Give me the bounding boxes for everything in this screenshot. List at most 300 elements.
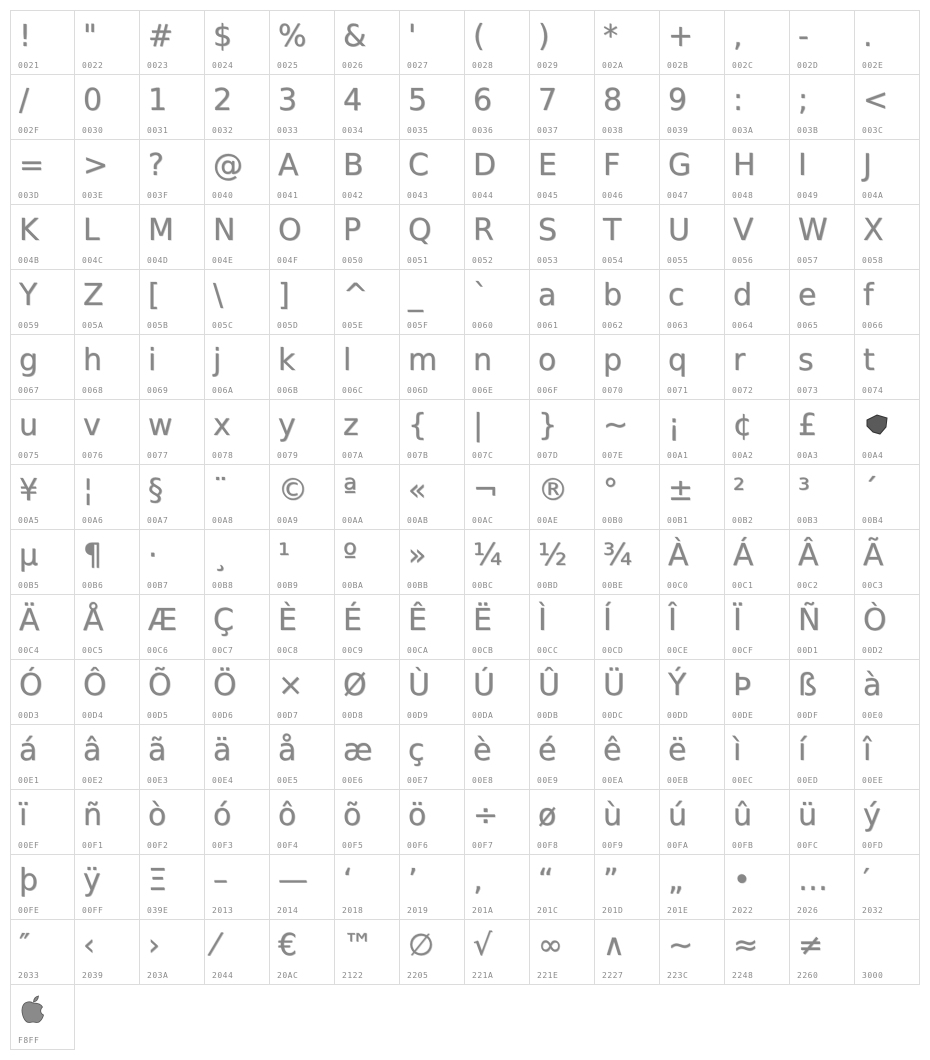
- glyph-cell: [270, 530, 335, 595]
- glyph-char: ‚: [473, 863, 483, 898]
- glyph-char: Ù: [408, 668, 430, 703]
- glyph-code-label: 00C3: [862, 581, 884, 590]
- glyph-char: E: [538, 148, 557, 183]
- glyph-code-label: 00B2: [732, 516, 754, 525]
- glyph-code-label: 2022: [732, 906, 754, 915]
- glyph-cell: [75, 10, 140, 75]
- glyph-cell: [75, 530, 140, 595]
- glyph-char: ö: [408, 798, 427, 833]
- glyph-code-label: 0044: [472, 191, 494, 200]
- glyph-cell: [790, 855, 855, 920]
- glyph-char: *: [603, 19, 618, 54]
- glyph-char: 1: [148, 83, 168, 118]
- glyph-cell: [10, 920, 75, 985]
- glyph-cell: [465, 400, 530, 465]
- glyph-cell: [140, 530, 205, 595]
- glyph-char: G: [668, 148, 692, 183]
- glyph-char: (: [473, 19, 485, 54]
- glyph-code-label: 00D3: [18, 711, 40, 720]
- glyph-char: Y: [19, 278, 38, 313]
- glyph-char: W: [798, 213, 828, 248]
- glyph-cell: [660, 790, 725, 855]
- glyph-code-label: 00DD: [667, 711, 689, 720]
- glyph-code-label: 201E: [667, 906, 689, 915]
- glyph-cell: [335, 140, 400, 205]
- glyph-cell: [335, 920, 400, 985]
- glyph-char: ∅: [408, 928, 435, 963]
- glyph-code-label: 002E: [862, 61, 884, 70]
- glyph-cell: [530, 530, 595, 595]
- glyph-cell: [270, 400, 335, 465]
- glyph-cell: [10, 10, 75, 75]
- glyph-code-label: 0046: [602, 191, 624, 200]
- glyph-char: √: [473, 928, 493, 963]
- glyph-cell: [855, 660, 920, 725]
- glyph-char: Ü: [603, 668, 625, 703]
- glyph-code-label: 0035: [407, 126, 429, 135]
- glyph-char: %: [278, 19, 307, 54]
- glyph-cell: [660, 75, 725, 140]
- glyph-code-label: 003B: [797, 126, 819, 135]
- glyph-cell: [270, 790, 335, 855]
- glyph-char: ½: [538, 538, 568, 573]
- glyph-char: ú: [668, 798, 688, 833]
- glyph-code-label: 00A1: [667, 451, 689, 460]
- glyph-code-label: 00EC: [732, 776, 754, 785]
- glyph-cell: [75, 400, 140, 465]
- glyph-char: ù: [603, 798, 623, 833]
- glyph-code-label: 201D: [602, 906, 624, 915]
- glyph-code-label: 0027: [407, 61, 429, 70]
- glyph-cell: [140, 660, 205, 725]
- glyph-cell: [205, 855, 270, 920]
- glyph-char: Å: [83, 603, 104, 638]
- glyph-code-label: 00C2: [797, 581, 819, 590]
- glyph-code-label: 00D6: [212, 711, 234, 720]
- glyph-code-label: 00F9: [602, 841, 624, 850]
- glyph-cell: [530, 75, 595, 140]
- glyph-cell: [465, 595, 530, 660]
- glyph-char: “: [538, 863, 554, 898]
- glyph-cell: [335, 75, 400, 140]
- glyph-char: R: [473, 213, 494, 248]
- glyph-code-label: 0073: [797, 386, 819, 395]
- glyph-cell: [75, 855, 140, 920]
- glyph-cell: [75, 920, 140, 985]
- glyph-char: ⁄: [213, 928, 219, 963]
- glyph-cell: [205, 465, 270, 530]
- glyph-char: ¼: [473, 538, 503, 573]
- glyph-cell: [855, 270, 920, 335]
- glyph-code-label: 0045: [537, 191, 559, 200]
- glyph-char: ¶: [83, 538, 103, 573]
- apple-logo-icon: [19, 993, 47, 1025]
- glyph-cell: [10, 465, 75, 530]
- glyph-char: Ã: [863, 538, 884, 573]
- glyph-cell: [140, 790, 205, 855]
- glyph-char: ‹: [83, 928, 95, 963]
- glyph-char: Ç: [213, 603, 234, 638]
- glyph-cell: [10, 75, 75, 140]
- glyph-cell: [725, 595, 790, 660]
- glyph-cell: [660, 725, 725, 790]
- glyph-char: @: [213, 148, 243, 183]
- glyph-cell: [205, 595, 270, 660]
- glyph-char: Õ: [148, 668, 172, 703]
- glyph-char: º: [343, 538, 358, 573]
- glyph-cell: [595, 725, 660, 790]
- glyph-char: Q: [408, 213, 432, 248]
- glyph-cell: [790, 75, 855, 140]
- glyph-code-label: 00F8: [537, 841, 559, 850]
- glyph-cell: [335, 790, 400, 855]
- glyph-cell: [855, 595, 920, 660]
- glyph-code-label: 00EF: [18, 841, 40, 850]
- glyph-cell: [465, 725, 530, 790]
- glyph-cell: [205, 335, 270, 400]
- glyph-char: J: [863, 148, 872, 183]
- glyph-code-label: 002D: [797, 61, 819, 70]
- glyph-char: m: [408, 343, 438, 378]
- glyph-cell: [10, 205, 75, 270]
- glyph-code-label: 0056: [732, 256, 754, 265]
- glyph-code-label: 0070: [602, 386, 624, 395]
- glyph-code-label: 00F3: [212, 841, 234, 850]
- glyph-cell: [595, 335, 660, 400]
- glyph-cell: [855, 400, 920, 465]
- glyph-code-label: 2205: [407, 971, 429, 980]
- glyph-cell: [75, 465, 140, 530]
- glyph-char: D: [473, 148, 497, 183]
- glyph-code-label: 221E: [537, 971, 559, 980]
- glyph-char: ¦: [83, 473, 94, 508]
- glyph-code-label: 003D: [18, 191, 40, 200]
- glyph-cell: [790, 140, 855, 205]
- glyph-code-label: 00FF: [82, 906, 104, 915]
- glyph-cell: [595, 660, 660, 725]
- glyph-code-label: 2018: [342, 906, 364, 915]
- glyph-cell: [75, 140, 140, 205]
- glyph-char: ÿ: [83, 863, 101, 898]
- glyph-code-label: 00ED: [797, 776, 819, 785]
- glyph-code-label: 0025: [277, 61, 299, 70]
- glyph-char: 8: [603, 83, 623, 118]
- glyph-char: –: [213, 863, 228, 898]
- glyph-char: Ä: [19, 603, 40, 638]
- glyph-char: Í: [603, 603, 612, 638]
- glyph-code-label: 0041: [277, 191, 299, 200]
- glyph-char: 0: [83, 83, 103, 118]
- glyph-code-label: 00C7: [212, 646, 234, 655]
- glyph-code-label: 0074: [862, 386, 884, 395]
- glyph-char: ä: [213, 733, 232, 768]
- glyph-code-label: 0038: [602, 126, 624, 135]
- glyph-code-label: 0072: [732, 386, 754, 395]
- glyph-code-label: 00B3: [797, 516, 819, 525]
- glyph-code-label: 0079: [277, 451, 299, 460]
- glyph-cell: [595, 10, 660, 75]
- glyph-char: l: [343, 343, 352, 378]
- glyph-cell: [855, 530, 920, 595]
- glyph-cell: [270, 855, 335, 920]
- glyph-cell: [855, 465, 920, 530]
- glyph-cell: [75, 660, 140, 725]
- glyph-code-label: 0060: [472, 321, 494, 330]
- glyph-code-label: 00E8: [472, 776, 494, 785]
- glyph-char: v: [83, 408, 101, 443]
- glyph-cell: [465, 660, 530, 725]
- glyph-code-label: 00C0: [667, 581, 689, 590]
- glyph-code-label: 00A7: [147, 516, 169, 525]
- glyph-code-label: 00BB: [407, 581, 429, 590]
- glyph-char: ,: [733, 19, 743, 54]
- glyph-cell: [725, 140, 790, 205]
- glyph-code-label: 002F: [18, 126, 40, 135]
- glyph-char: =: [19, 148, 45, 183]
- glyph-cell: [530, 725, 595, 790]
- glyph-code-label: 203A: [147, 971, 169, 980]
- glyph-char: 2: [213, 83, 233, 118]
- glyph-char: n: [473, 343, 493, 378]
- glyph-cell: [725, 855, 790, 920]
- glyph-cell: [595, 75, 660, 140]
- glyph-code-label: 0037: [537, 126, 559, 135]
- glyph-code-label: 2227: [602, 971, 624, 980]
- glyph-char: ó: [213, 798, 232, 833]
- glyph-char: p: [603, 343, 623, 378]
- glyph-code-label: 007B: [407, 451, 429, 460]
- glyph-char: ß: [798, 668, 817, 703]
- glyph-char: ô: [278, 798, 297, 833]
- glyph-code-label: 0021: [18, 61, 40, 70]
- glyph-char: Ø: [343, 668, 367, 703]
- glyph-code-label: 005B: [147, 321, 169, 330]
- glyph-char: ≠: [798, 928, 824, 963]
- glyph-char: {: [408, 408, 428, 443]
- scribble-blob-icon: [863, 408, 891, 440]
- glyph-code-label: 00EB: [667, 776, 689, 785]
- glyph-code-label: 00FE: [18, 906, 40, 915]
- glyph-char: î: [863, 733, 872, 768]
- glyph-code-label: 2014: [277, 906, 299, 915]
- glyph-code-label: 2019: [407, 906, 429, 915]
- glyph-code-label: 00AB: [407, 516, 429, 525]
- glyph-code-label: 00E4: [212, 776, 234, 785]
- glyph-cell: [595, 205, 660, 270]
- glyph-char: Ê: [408, 603, 427, 638]
- glyph-cell: [660, 140, 725, 205]
- glyph-code-label: 00BC: [472, 581, 494, 590]
- glyph-code-label: 003C: [862, 126, 884, 135]
- glyph-cell: [790, 465, 855, 530]
- glyph-code-label: 00A5: [18, 516, 40, 525]
- glyph-cell: [270, 140, 335, 205]
- glyph-cell: [465, 920, 530, 985]
- glyph-code-label: 003A: [732, 126, 754, 135]
- glyph-code-label: 00FC: [797, 841, 819, 850]
- glyph-code-label: 00AC: [472, 516, 494, 525]
- glyph-cell: [140, 205, 205, 270]
- glyph-cell: [790, 595, 855, 660]
- glyph-code-label: 006A: [212, 386, 234, 395]
- glyph-char: §: [148, 473, 163, 508]
- glyph-char: «: [408, 473, 427, 508]
- glyph-code-label: 0023: [147, 61, 169, 70]
- glyph-char: ™: [343, 928, 373, 963]
- glyph-cell: [465, 75, 530, 140]
- glyph-cell: [270, 595, 335, 660]
- glyph-cell: [335, 855, 400, 920]
- glyph-char: P: [343, 213, 362, 248]
- glyph-char: þ: [19, 863, 39, 898]
- glyph-char: Ú: [473, 668, 495, 703]
- glyph-char: 4: [343, 83, 363, 118]
- glyph-char: »: [408, 538, 427, 573]
- glyph-code-label: 0051: [407, 256, 429, 265]
- glyph-cell: [10, 725, 75, 790]
- glyph-cell: [725, 530, 790, 595]
- glyph-char: ¥: [19, 473, 39, 508]
- glyph-code-label: 00F7: [472, 841, 494, 850]
- glyph-char: o: [538, 343, 557, 378]
- glyph-cell: [140, 400, 205, 465]
- glyph-cell: [660, 400, 725, 465]
- glyph-cell: [530, 595, 595, 660]
- glyph-char: C: [408, 148, 429, 183]
- glyph-code-label: 00F4: [277, 841, 299, 850]
- glyph-code-label: 00A2: [732, 451, 754, 460]
- glyph-code-label: 2013: [212, 906, 234, 915]
- glyph-cell: [855, 335, 920, 400]
- glyph-code-label: 223C: [667, 971, 689, 980]
- glyph-cell: [400, 725, 465, 790]
- glyph-cell: [725, 270, 790, 335]
- glyph-char: 9: [668, 83, 688, 118]
- glyph-char: •: [733, 863, 751, 898]
- glyph-cell: [205, 660, 270, 725]
- glyph-code-label: 002A: [602, 61, 624, 70]
- glyph-cell: [75, 205, 140, 270]
- glyph-code-label: 00B1: [667, 516, 689, 525]
- glyph-cell: [75, 75, 140, 140]
- glyph-char: ê: [603, 733, 622, 768]
- glyph-code-label: 0032: [212, 126, 234, 135]
- glyph-code-label: 0026: [342, 61, 364, 70]
- glyph-cell: [855, 920, 920, 985]
- glyph-char: ¸: [213, 538, 228, 573]
- glyph-char: ^: [343, 278, 369, 313]
- glyph-cell: [465, 270, 530, 335]
- glyph-code-label: 0064: [732, 321, 754, 330]
- glyph-cell: [335, 400, 400, 465]
- glyph-code-label: 00A9: [277, 516, 299, 525]
- glyph-cell: [10, 790, 75, 855]
- glyph-code-label: 00CC: [537, 646, 559, 655]
- glyph-char: ”: [603, 863, 619, 898]
- glyph-code-label: 00F2: [147, 841, 169, 850]
- glyph-cell: [270, 75, 335, 140]
- glyph-code-label: 00C5: [82, 646, 104, 655]
- glyph-code-label: 0022: [82, 61, 104, 70]
- glyph-code-label: 00CD: [602, 646, 624, 655]
- glyph-cell: [855, 75, 920, 140]
- glyph-char: ;: [798, 83, 809, 118]
- glyph-char: ï: [19, 798, 28, 833]
- glyph-char: é: [538, 733, 557, 768]
- glyph-code-label: 00DB: [537, 711, 559, 720]
- glyph-cell: [660, 335, 725, 400]
- glyph-cell: [10, 530, 75, 595]
- glyph-code-label: 0078: [212, 451, 234, 460]
- glyph-char: .: [863, 19, 873, 54]
- glyph-cell: [10, 985, 75, 1050]
- glyph-code-label: 00D1: [797, 646, 819, 655]
- glyph-code-label: 0030: [82, 126, 104, 135]
- glyph-code-label: 0071: [667, 386, 689, 395]
- glyph-char: &: [343, 19, 367, 54]
- glyph-char: ³: [798, 473, 811, 508]
- glyph-code-label: 0069: [147, 386, 169, 395]
- glyph-code-label: 0049: [797, 191, 819, 200]
- glyph-cell: [400, 270, 465, 335]
- glyph-cell: [660, 465, 725, 530]
- glyph-code-label: 006E: [472, 386, 494, 395]
- glyph-char: O: [278, 213, 302, 248]
- glyph-code-label: 00A4: [862, 451, 884, 460]
- glyph-char: 3: [278, 83, 298, 118]
- glyph-char: ¾: [603, 538, 633, 573]
- glyph-code-label: 2248: [732, 971, 754, 980]
- glyph-cell: [75, 790, 140, 855]
- glyph-cell: [465, 855, 530, 920]
- glyph-cell: [10, 400, 75, 465]
- glyph-char: Ξ: [148, 863, 167, 898]
- glyph-cell: [205, 790, 270, 855]
- glyph-cell: [75, 595, 140, 660]
- glyph-cell: [725, 10, 790, 75]
- glyph-code-label: 00E0: [862, 711, 884, 720]
- glyph-char: }: [538, 408, 558, 443]
- glyph-cell: [335, 595, 400, 660]
- glyph-cell: [660, 10, 725, 75]
- glyph-char: Â: [798, 538, 819, 573]
- glyph-char: ¢: [733, 408, 753, 443]
- glyph-code-label: 00C9: [342, 646, 364, 655]
- glyph-cell: [725, 335, 790, 400]
- glyph-code-label: 00E9: [537, 776, 559, 785]
- glyph-code-label: 0034: [342, 126, 364, 135]
- glyph-code-label: 006B: [277, 386, 299, 395]
- glyph-char: Ó: [19, 668, 43, 703]
- glyph-char: Z: [83, 278, 104, 313]
- glyph-code-label: 00FA: [667, 841, 689, 850]
- glyph-char: i: [148, 343, 157, 378]
- glyph-char: u: [19, 408, 39, 443]
- glyph-cell: [205, 530, 270, 595]
- glyph-char: 6: [473, 83, 493, 118]
- glyph-char: Þ: [733, 668, 752, 703]
- glyph-code-label: 00CF: [732, 646, 754, 655]
- glyph-cell: [855, 10, 920, 75]
- glyph-cell: [10, 270, 75, 335]
- glyph-code-label: 0057: [797, 256, 819, 265]
- glyph-char: a: [538, 278, 557, 313]
- glyph-char: `: [473, 278, 488, 313]
- glyph-char: w: [148, 408, 173, 443]
- glyph-char: -: [798, 19, 809, 54]
- glyph-char: #: [148, 19, 174, 54]
- glyph-code-label: 00DE: [732, 711, 754, 720]
